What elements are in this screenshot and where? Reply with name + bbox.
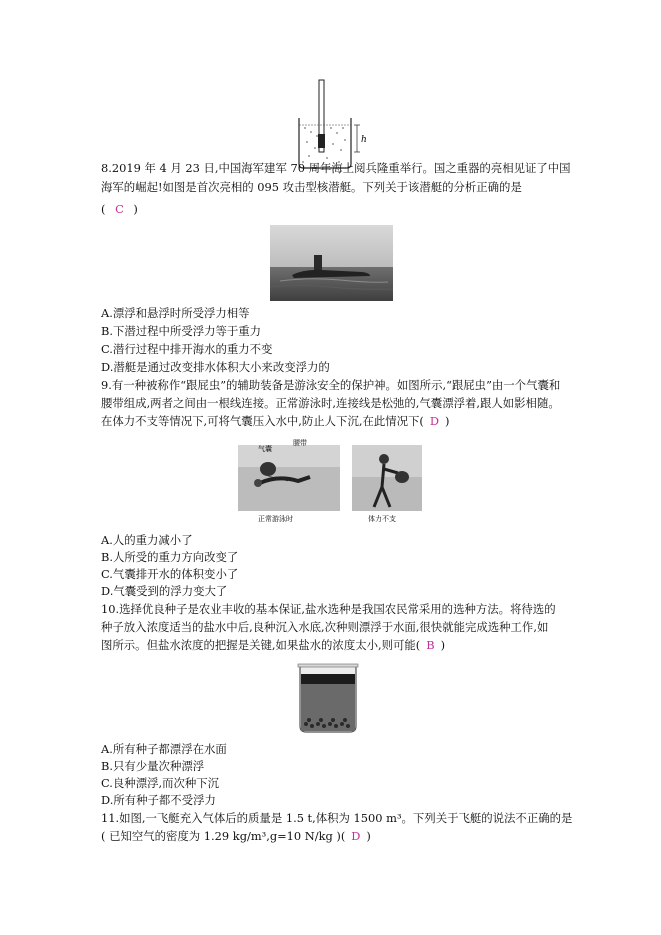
q9-option-d: D.气囊受到的浮力变大了	[101, 584, 228, 598]
q10-option-d: D.所有种子都不受浮力	[101, 793, 216, 807]
q10-text-1: 10.选择优良种子是农业丰收的基本保证,盐水选种是我国农民常采用的选种方法。将待选的	[101, 602, 556, 616]
swimming-aid-figure	[238, 437, 422, 525]
q8-option-c: C.潜行过程中排开海水的重力不变	[101, 342, 273, 356]
q8-option-d: D.潜艇是通过改变排水体积大小来改变浮力的	[101, 360, 330, 374]
q9-bracket-close: )	[445, 414, 450, 428]
q8-text-2: 海军的崛起!如图是首次亮相的 095 攻击型核潜艇。下列关于该潜艇的分析正确的是	[101, 180, 522, 194]
q9-answer-line	[101, 413, 449, 430]
q10-option-c: C.良种漂浮,而次种下沉	[101, 776, 220, 790]
q10-option-a: A.所有种子都漂浮在水面	[101, 742, 227, 756]
q9-option-b: B.人所受的重力方向改变了	[101, 550, 239, 564]
q11-bracket-close: )	[366, 829, 371, 843]
seed-beaker-photo	[296, 662, 360, 734]
q9-text-3: 在体力不支等情况下,可将气囊压入水中,防止人下沉,在此情况下(	[101, 414, 424, 428]
q8-text-1: 8.2019 年 4 月 23 日,中国海军建军 70 周年海上阅兵隆重举行。国之重器的亮相见证了中国	[101, 161, 571, 175]
q8-answer-line	[101, 201, 138, 218]
q10-answer: B	[426, 638, 435, 652]
q9-text-1: 9.有一种被称作“跟屁虫”的辅助装备是游泳安全的保护神。如图所示,“跟屁虫”由一个气囊和	[101, 378, 561, 392]
beaker-figure	[295, 78, 375, 170]
swim-caption-right: 体力不支	[368, 515, 396, 523]
q10-text-3: 图所示。但盐水浓度的把握是关键,如果盐水的浓度太小,则可能(	[101, 638, 421, 652]
q10-option-b: B.只有少量次种漂浮	[101, 759, 205, 773]
q8-option-b: B.下潜过程中所受浮力等于重力	[101, 324, 262, 338]
q11-answer-line	[101, 828, 371, 845]
q11-answer: D	[351, 829, 361, 843]
q9-option-a: A.人的重力减小了	[101, 533, 193, 547]
swim-caption-left: 正常游泳时	[258, 515, 293, 523]
submarine-photo	[270, 225, 393, 301]
q9-text-2: 腰带组成,两者之间由一根线连接。正常游泳时,连接线是松弛的,气囊漂浮着,跟人如影相随。	[101, 396, 560, 410]
swim-label-airbag: 气囊	[258, 445, 272, 453]
q8-answer: C	[115, 202, 124, 216]
q11-text-2: ( 已知空气的密度为 1.29 kg/m³,g=10 N/kg )(	[101, 829, 346, 843]
q8-bracket-open: (	[101, 202, 106, 216]
beaker-h-label: h	[361, 135, 367, 145]
q9-option-c: C.气囊排开水的体积变小了	[101, 567, 239, 581]
q9-answer: D	[429, 414, 439, 428]
q11-text-1: 11.如图,一飞艇充入气体后的质量是 1.5 t,体积为 1500 m³。下列关于飞艇的说法不正确的是	[101, 811, 573, 825]
q8-option-a: A.漂浮和悬浮时所受浮力相等	[101, 306, 250, 320]
q10-bracket-close: )	[440, 638, 446, 652]
q10-text-2: 种子放入浓度适当的盐水中后,良种沉入水底,次种则漂浮于水面,很快就能完成选种工作,如	[101, 620, 549, 634]
q8-bracket-close: )	[133, 202, 138, 216]
q10-answer-line	[101, 637, 445, 654]
swim-label-belt: 腰带	[293, 439, 307, 447]
